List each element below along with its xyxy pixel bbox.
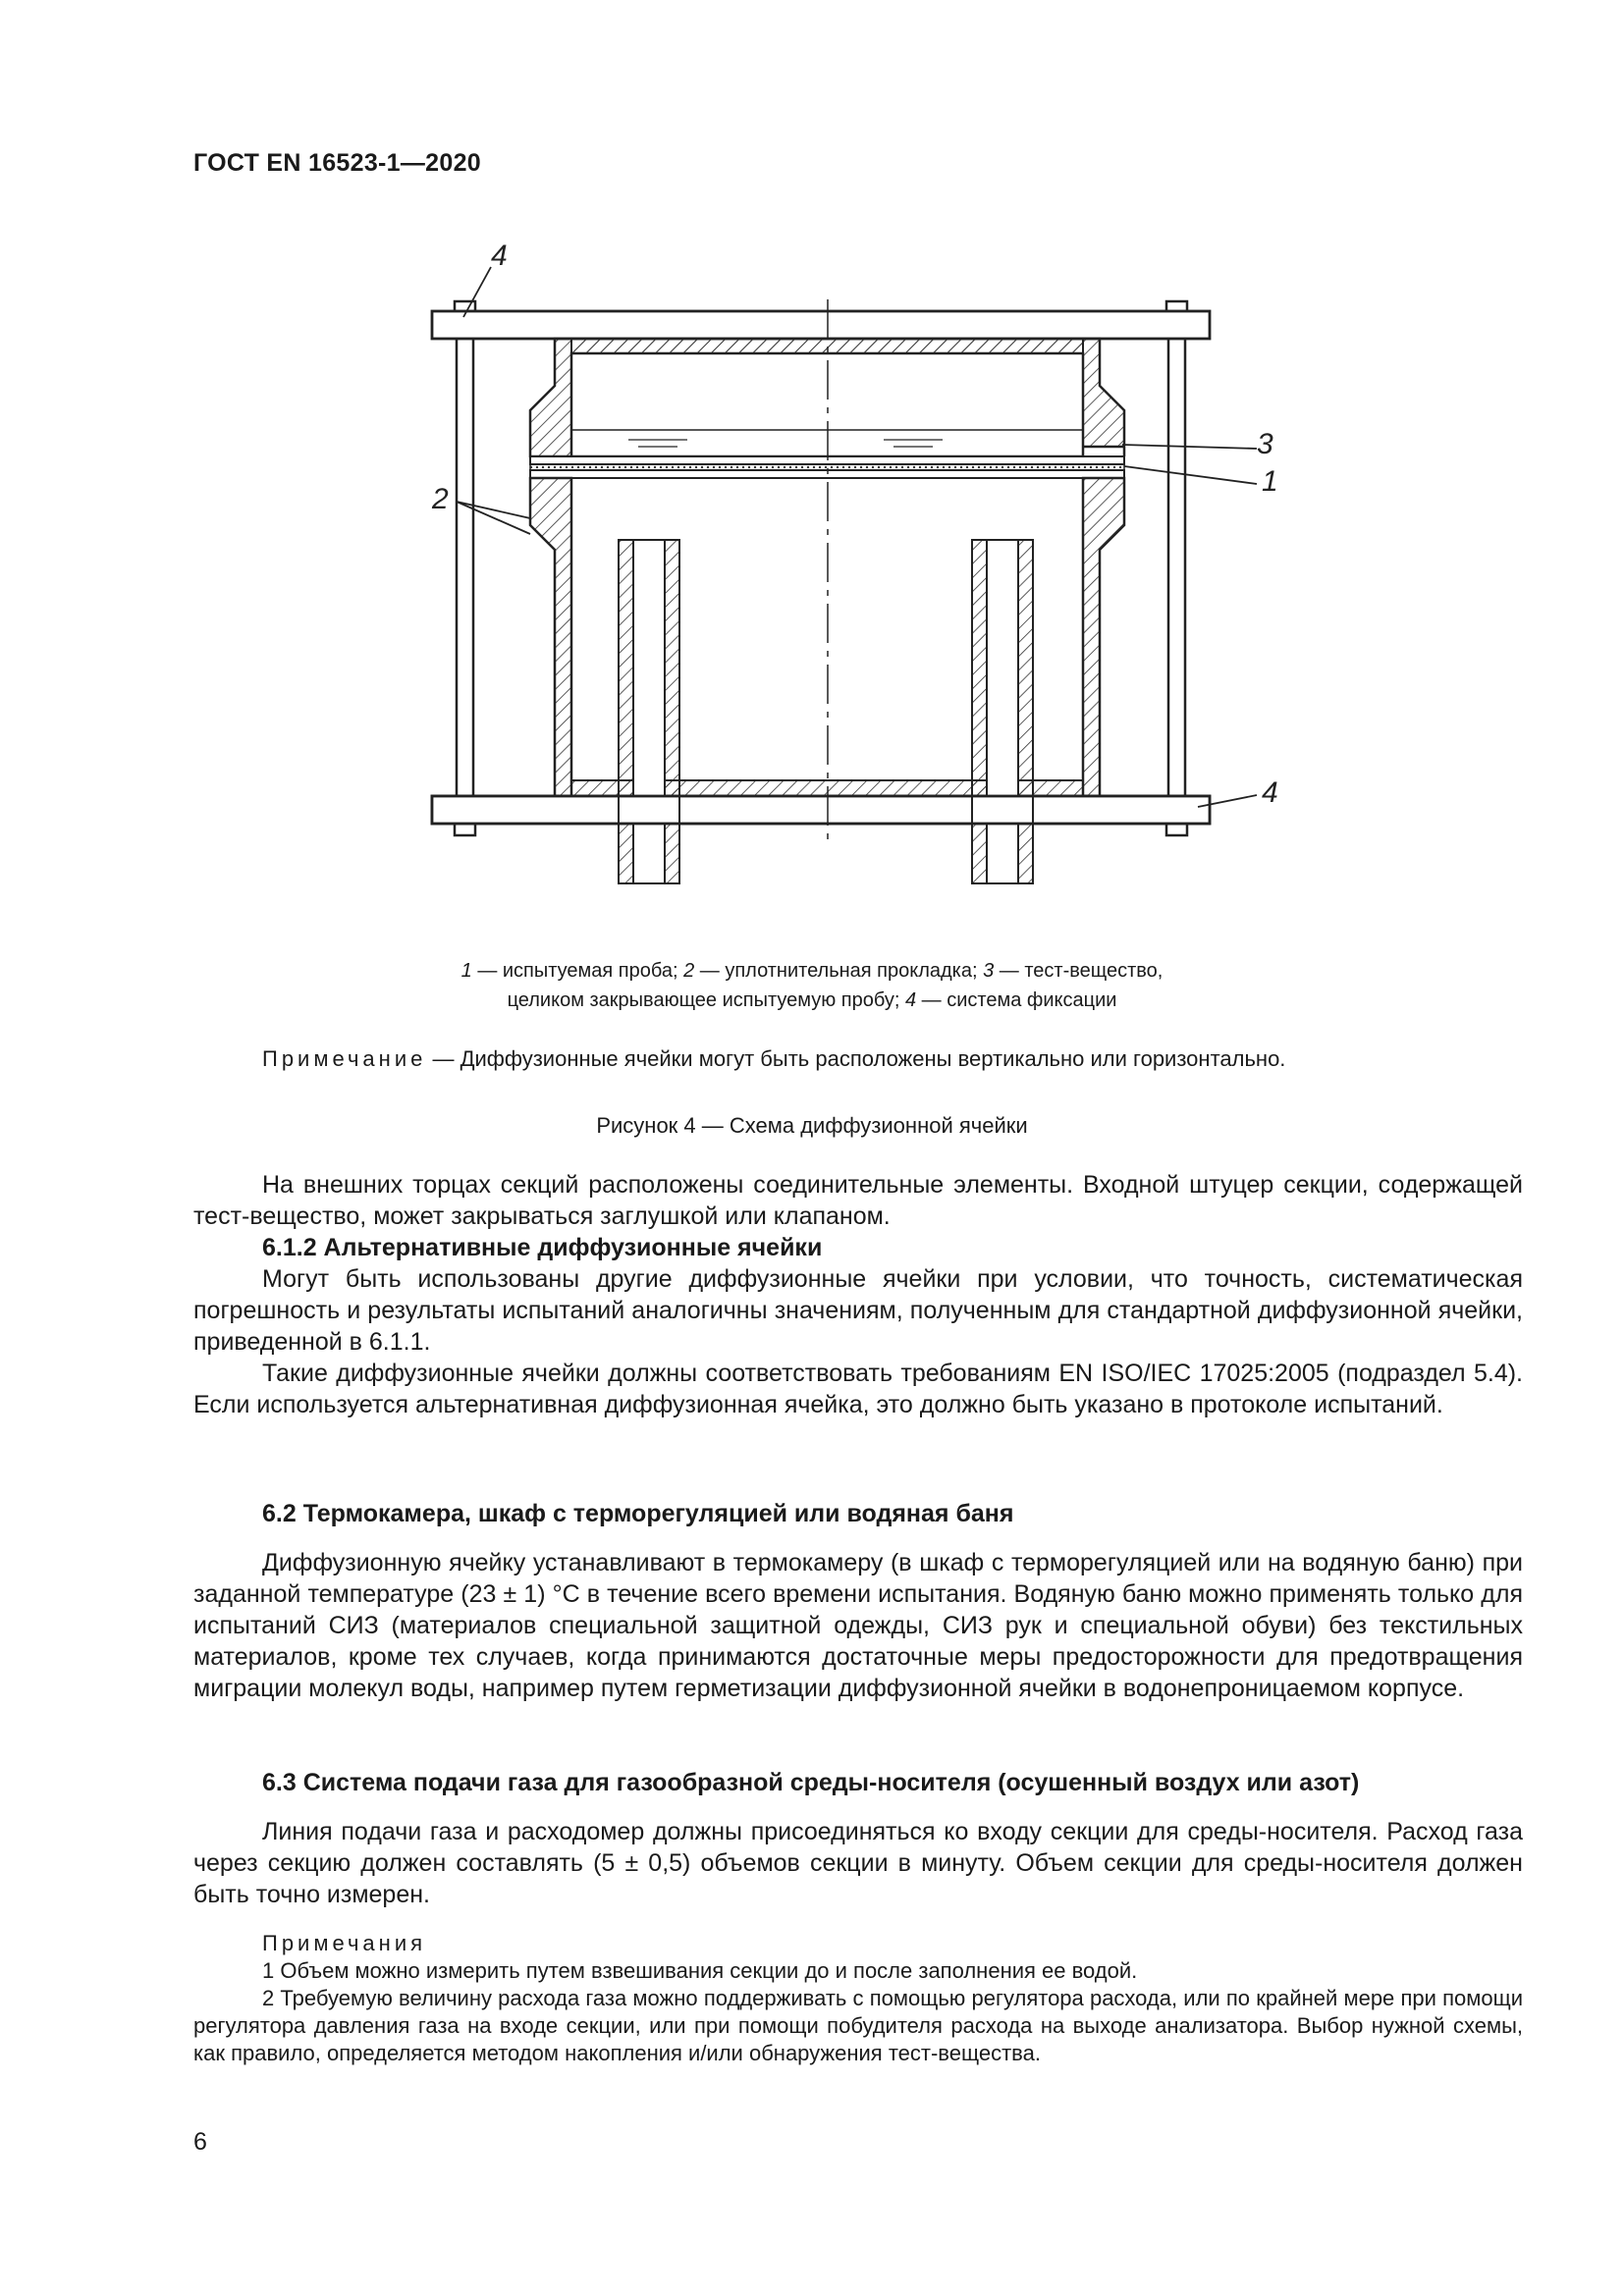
legend-number-2: 2 <box>683 960 695 982</box>
legend-number-4: 4 <box>905 989 917 1011</box>
legend-line-1 <box>295 956 1329 986</box>
paragraph: Диффузионную ячейку устанавливают в термокамеру (в шкаф с терморегуляцией или на водяную баню) при заданной температуре (23 ± 1) °С в течение всего времени испытания. Водяную баню можно применять только для испытаний СИЗ (материалов специальной защитной одежды, СИЗ рук и специальной обуви) без текстильных материалов, кроме тех случаев, когда принимаются достаточные меры предосторожности для предотвращения миграции молекул воды, например путем герметизации диффузионной ячейки в водонепроницаемом корпусе. <box>193 1549 1523 1702</box>
inlet-pipe-right-wall <box>665 540 679 883</box>
figure-caption: Рисунок 4 — Схема диффузионной ячейки <box>596 1113 1028 1138</box>
callout-1: 1 <box>1262 465 1278 498</box>
outlet-pipe-right-wall <box>1018 540 1033 883</box>
top-clamp-plate <box>432 311 1210 339</box>
section-6-3 <box>193 1767 1523 1910</box>
legend-text-4: — система фиксации <box>916 989 1117 1011</box>
outlet-pipe-left-wall <box>972 540 987 883</box>
diffusion-cell-figure <box>393 240 1306 908</box>
diffusion-cell-diagram <box>393 240 1306 908</box>
outlet-pipe-bore <box>987 540 1018 883</box>
section-6-2 <box>193 1498 1523 1704</box>
left-bolt-bottom <box>455 824 475 835</box>
section-heading-6-1-2: 6.1.2 Альтернативные диффузионные ячейки <box>262 1234 823 1261</box>
callout-3: 3 <box>1257 428 1273 460</box>
paragraph: Линия подачи газа и расходомер должны присоединяться ко входу секции для среды-носителя. Расход газа через секцию должен составлять (5 ± 0,5) объемов секции в минуту. Объем секции для среды-носителя должен быть точно измерен. <box>193 1818 1523 1908</box>
notes-title: Примечания <box>262 1931 427 1955</box>
legend-text-3b: целиком закрывающее испытуемую пробу; <box>507 989 905 1011</box>
note-label: Примечание <box>262 1046 427 1071</box>
section-heading-6-2: 6.2 Термокамера, шкаф с терморегуляцией или водяная баня <box>262 1500 1014 1527</box>
inlet-pipe-left-wall <box>619 540 633 883</box>
legend-text-2: — уплотнительная прокладка; <box>694 960 984 982</box>
note-2: 2 Требуемую величину расхода газа можно поддерживать с помощью регулятора расхода, или по крайней мере при помощи регулятора давления газа на входе секции, или при помощи побудителя расхода на выходе анализатора. Выбор нужной схемы, как правило, определяется методом накопления и/или обнаружения тест-вещества. <box>193 1986 1523 2065</box>
legend-text-1: — испытуемая проба; <box>471 960 684 982</box>
legend-number-3: 3 <box>983 960 995 982</box>
paragraph: Такие диффузионные ячейки должны соответствовать требованиям EN ISO/IEC 17025:2005 (подраздел 5.4). Если используется альтернативная диффузионная ячейка, это должно быть указано в протоколе испытаний. <box>193 1360 1523 1418</box>
legend-text-3: — тест-вещество, <box>994 960 1164 982</box>
lower-section-right-wall <box>1083 478 1124 796</box>
notes-block <box>193 1930 1523 2067</box>
figure-legend <box>295 956 1329 1015</box>
main-text <box>193 1169 1523 1420</box>
callout-2: 2 <box>432 483 449 515</box>
right-rod <box>1168 311 1185 827</box>
note-1: 1 Объем можно измерить путем взвешивания секции до и после заполнения ее водой. <box>262 1958 1138 1983</box>
inlet-pipe-bore <box>633 540 665 883</box>
document-header: ГОСТ EN 16523-1—2020 <box>193 149 481 177</box>
figure-note <box>262 1046 1285 1072</box>
legend-number-1: 1 <box>460 960 472 982</box>
page-number: 6 <box>193 2128 207 2156</box>
section-heading-6-3: 6.3 Система подачи газа для газообразной среды-носителя (осушенный воздух или азот) <box>262 1769 1360 1796</box>
paragraph: Могут быть использованы другие диффузионные ячейки при условии, что точность, систематическая погрешность и результаты испытаний аналогичны значениям, полученным для стандартной диффузионной ячейки, приведенной в 6.1.1. <box>193 1265 1523 1356</box>
note-text: — Диффузионные ячейки могут быть расположены вертикально или горизонтально. <box>426 1046 1286 1071</box>
right-bolt-bottom <box>1166 824 1187 835</box>
lower-section-left-wall <box>530 478 571 796</box>
legend-line-2 <box>295 986 1329 1015</box>
callout-4-top: 4 <box>491 240 508 272</box>
paragraph: На внешних торцах секций расположены соединительные элементы. Входной штуцер секции, содержащей тест-вещество, может закрываться заглушкой или клапаном. <box>193 1171 1523 1230</box>
callout-4-bottom: 4 <box>1262 776 1278 809</box>
left-rod <box>457 311 473 827</box>
